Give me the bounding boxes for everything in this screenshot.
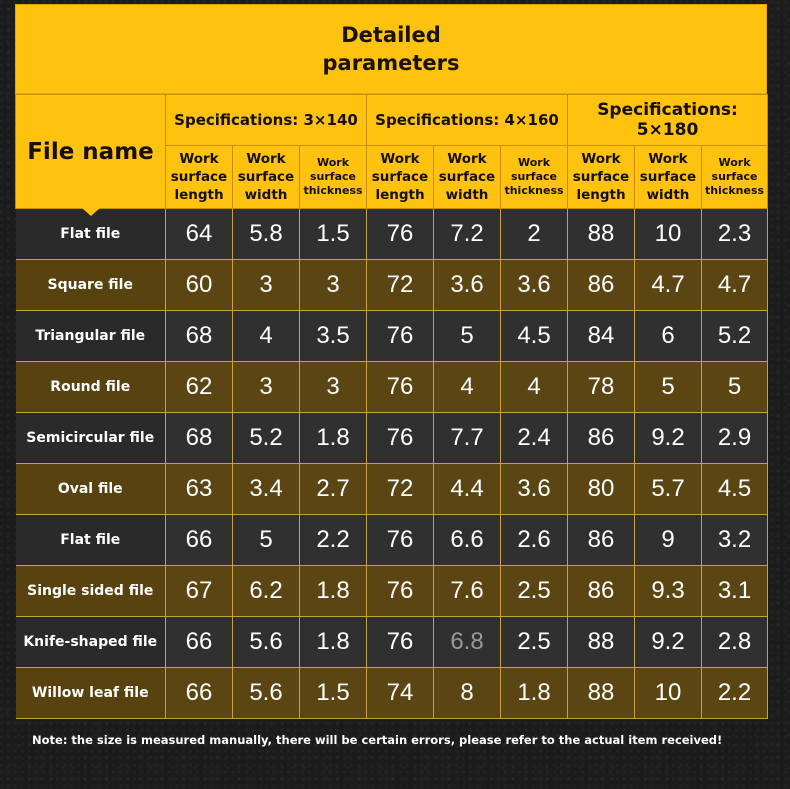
file-name-cell: Semicircular file [16,413,166,464]
table-row [16,515,768,566]
value-cell: 3.1 [702,566,768,617]
value-cell: 63 [166,464,233,515]
value-cell: 66 [166,668,233,719]
value-cell: 4.4 [434,464,501,515]
title-banner [15,4,767,94]
header-spec-2: Specifications: 4×160 [367,95,568,146]
value-cell: 9 [635,515,702,566]
value-cell: 66 [166,515,233,566]
value-cell: 1.8 [501,668,568,719]
header-spec-3: Specifications: 5×180 [568,95,768,146]
file-name-cell: Square file [16,260,166,311]
header-file-name: File name [16,95,166,209]
value-cell: 68 [166,413,233,464]
value-cell: 76 [367,362,434,413]
value-cell: 5 [434,311,501,362]
value-cell: 2.5 [501,566,568,617]
value-cell: 7.7 [434,413,501,464]
value-cell: 86 [568,413,635,464]
value-cell: 5 [702,362,768,413]
value-cell: 2 [501,209,568,260]
value-cell: 2.2 [300,515,367,566]
value-cell: 64 [166,209,233,260]
value-cell: 9.2 [635,617,702,668]
value-cell: 88 [568,617,635,668]
table-row [16,617,768,668]
value-cell: 86 [568,566,635,617]
header-sub-column: Work surface length [568,146,635,209]
value-cell: 6 [635,311,702,362]
table-row [16,668,768,719]
value-cell: 1.8 [300,413,367,464]
value-cell: 67 [166,566,233,617]
parameters-table [15,94,768,719]
value-cell: 74 [367,668,434,719]
value-cell: 66 [166,617,233,668]
value-cell: 1.5 [300,209,367,260]
header-spec-1: Specifications: 3×140 [166,95,367,146]
header-sub-column: Work surface thickness [501,146,568,209]
table-row [16,311,768,362]
value-cell: 1.8 [300,617,367,668]
value-cell: 10 [635,668,702,719]
value-cell: 2.8 [702,617,768,668]
value-cell: 5.2 [702,311,768,362]
value-cell: 4.7 [635,260,702,311]
value-cell: 5.6 [233,668,300,719]
value-cell: 76 [367,413,434,464]
value-cell: 2.5 [501,617,568,668]
value-cell: 76 [367,617,434,668]
disclaimer-note: Note: the size is measured manually, there will be certain errors, please refer to the actual item received! [32,733,723,747]
value-cell: 78 [568,362,635,413]
value-cell: 5 [233,515,300,566]
header-sub-column: Work surface width [635,146,702,209]
value-cell: 9.3 [635,566,702,617]
page-title: Detailed parameters [322,23,460,75]
header-sub-column: Work surface length [166,146,233,209]
value-cell: 3 [233,362,300,413]
value-cell: 6.6 [434,515,501,566]
table-row [16,362,768,413]
value-cell: 5.8 [233,209,300,260]
value-cell: 2.9 [702,413,768,464]
value-cell: 1.8 [300,566,367,617]
header-sub-column: Work surface width [434,146,501,209]
value-cell: 4.7 [702,260,768,311]
file-name-cell: Flat file [16,515,166,566]
value-cell: 2.3 [702,209,768,260]
value-cell: 86 [568,515,635,566]
value-cell: 60 [166,260,233,311]
value-cell: 88 [568,668,635,719]
value-cell: 62 [166,362,233,413]
value-cell: 1.5 [300,668,367,719]
value-cell: 4.5 [702,464,768,515]
table-row [16,566,768,617]
value-cell: 3.6 [501,260,568,311]
value-cell: 7.2 [434,209,501,260]
file-name-cell: Triangular file [16,311,166,362]
value-cell: 4 [233,311,300,362]
file-name-cell: Single sided file [16,566,166,617]
value-cell: 10 [635,209,702,260]
value-cell: 5 [635,362,702,413]
header-sub-column: Work surface thickness [300,146,367,209]
file-name-cell: Flat file [16,209,166,260]
value-cell: 72 [367,260,434,311]
value-cell: 3 [300,260,367,311]
value-cell: 76 [367,311,434,362]
file-name-cell: Knife-shaped file [16,617,166,668]
parameters-sheet [15,4,767,719]
table-row [16,413,768,464]
value-cell: 88 [568,209,635,260]
value-cell: 9.2 [635,413,702,464]
value-cell: 3 [233,260,300,311]
value-cell: 3.2 [702,515,768,566]
value-cell: 5.7 [635,464,702,515]
value-cell: 86 [568,260,635,311]
value-cell: 5.6 [233,617,300,668]
value-cell: 4 [501,362,568,413]
value-cell: 80 [568,464,635,515]
value-cell: 4.5 [501,311,568,362]
file-name-cell: Oval file [16,464,166,515]
value-cell: 3 [300,362,367,413]
value-cell: 68 [166,311,233,362]
value-cell: 72 [367,464,434,515]
value-cell: 6.2 [233,566,300,617]
value-cell: 76 [367,566,434,617]
value-cell: 3.6 [434,260,501,311]
file-name-cell: Round file [16,362,166,413]
value-cell: 3.6 [501,464,568,515]
value-cell: 2.4 [501,413,568,464]
value-cell: 2.2 [702,668,768,719]
value-cell: 76 [367,515,434,566]
header-sub-column: Work surface width [233,146,300,209]
header-sub-column: Work surface thickness [702,146,768,209]
value-cell: 84 [568,311,635,362]
value-cell: 5.2 [233,413,300,464]
value-cell: 2.6 [501,515,568,566]
table-row [16,464,768,515]
value-cell: 7.6 [434,566,501,617]
file-name-cell: Willow leaf file [16,668,166,719]
value-cell: 76 [367,209,434,260]
header-sub-column: Work surface length [367,146,434,209]
value-cell: 4 [434,362,501,413]
table-row [16,209,768,260]
table-row [16,260,768,311]
value-cell: 8 [434,668,501,719]
value-cell: 6.8 [434,617,501,668]
value-cell: 3.4 [233,464,300,515]
value-cell: 2.7 [300,464,367,515]
value-cell: 3.5 [300,311,367,362]
